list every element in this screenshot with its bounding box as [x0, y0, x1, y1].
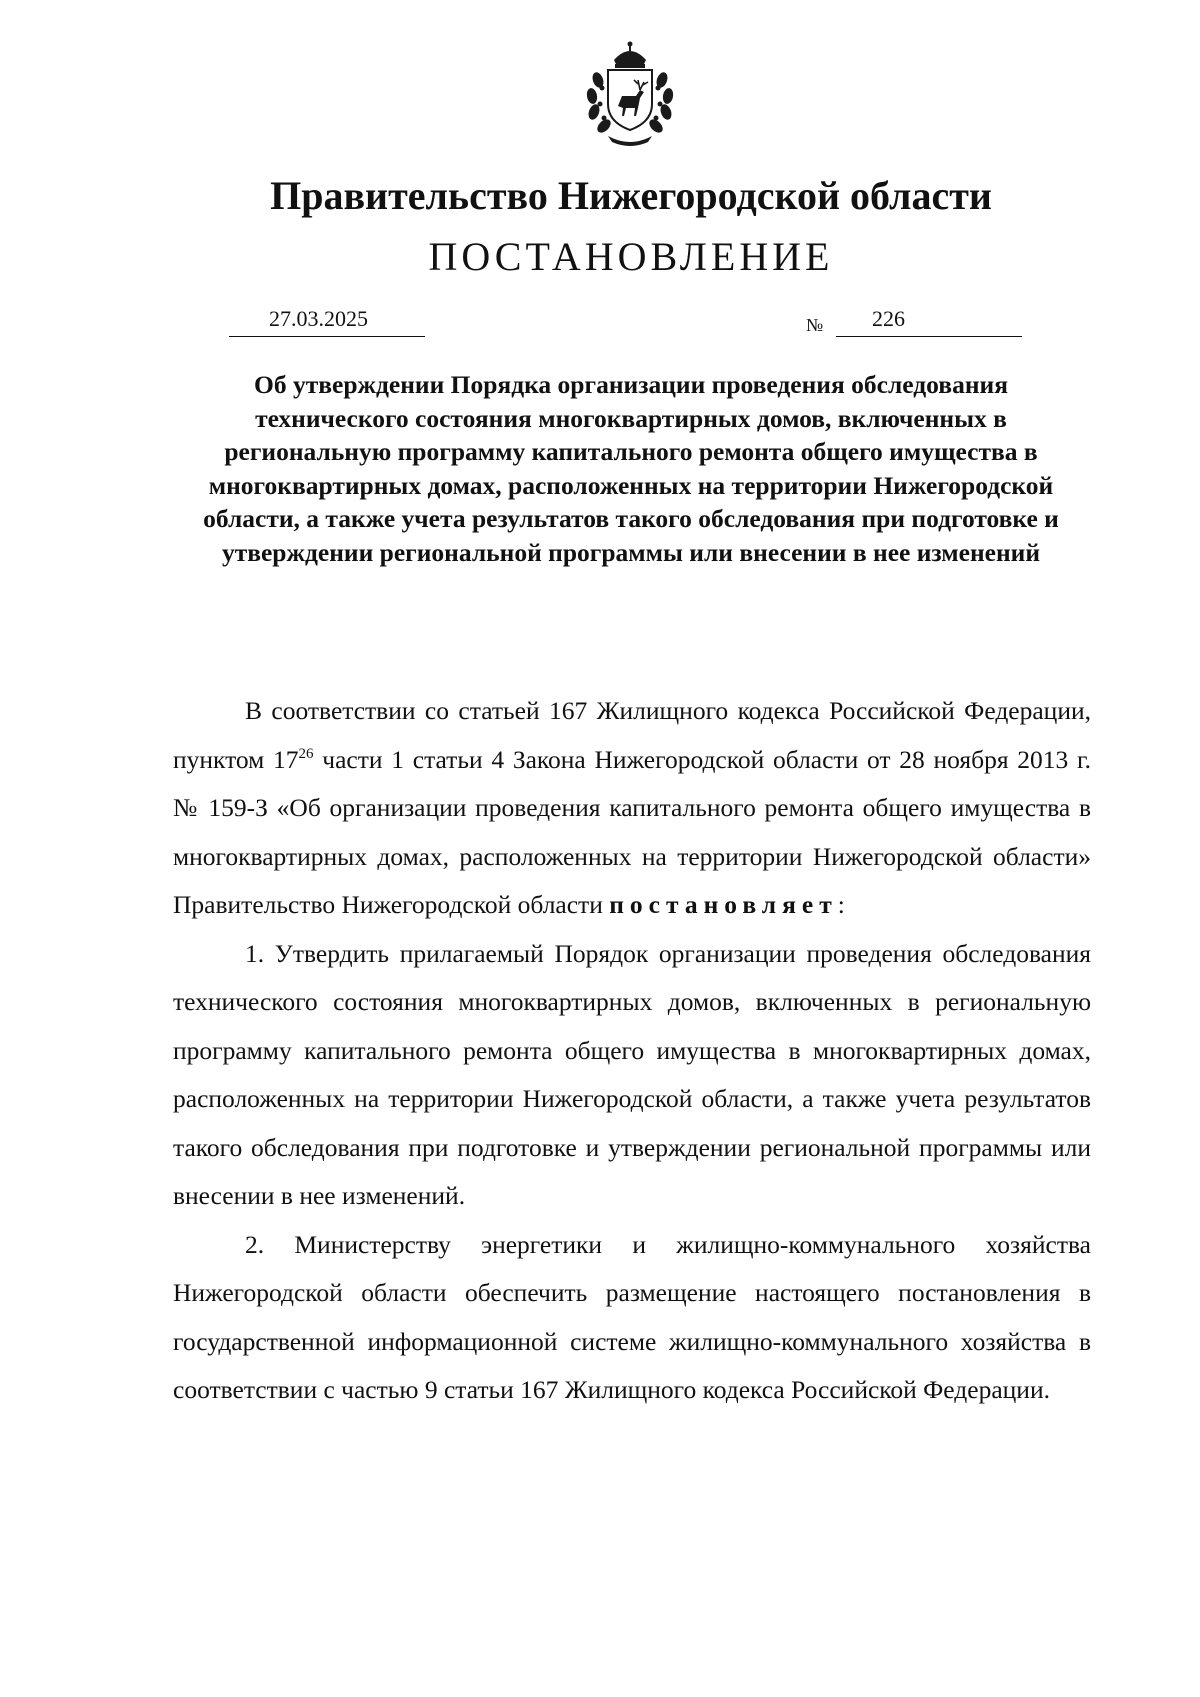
- document-date: 27.03.2025: [269, 306, 368, 331]
- preamble-superscript: 26: [298, 745, 314, 762]
- document-subject: Об утверждении Порядка организации проведения обследования технического состояния многоквартирных домов, включенных в региональную программу капитального ремонта общего имущества в многоквартирных домах, расположенных на территории Нижегородской области, а также учета результатов такого обследования при подготовке и утверждении региональной программы или внесении в нее изменений: [203, 370, 1059, 567]
- date-field: [229, 306, 425, 337]
- document-type: ПОСТАНОВЛЕНИЕ: [428, 234, 834, 279]
- preamble-text-2: части 1 статьи 4 Закона Нижегородской области от 28 ноября 2013 г. № 159-З «Об организации проведения капитального ремонта общего имущества в многоквартирных домах, расположенных на территории Нижегородской области» Правительство Нижегородской области: [173, 744, 1091, 919]
- number-label: №: [806, 315, 824, 335]
- coat-of-arms-icon: [578, 40, 682, 150]
- preamble-end: :: [837, 890, 845, 919]
- document-number: 226: [872, 306, 905, 331]
- government-title: Правительство Нижегородской области: [270, 173, 992, 218]
- document-body: [173, 687, 1091, 1415]
- item-1-paragraph: 1. Утвердить прилагаемый Порядок организации проведения обследования технического состояния многоквартирных домов, включенных в региональную программу капитального ремонта общего имущества в многоквартирных домах, расположенных на территории Нижегородской области, а также учета результатов такого обследования при подготовке и утверждении региональной программы или внесении в нее изменений.: [173, 938, 1091, 1210]
- resolves-word: постановляет: [609, 890, 838, 919]
- item-2-paragraph: 2. Министерству энергетики и жилищно-коммунального хозяйства Нижегородской области обеспечить размещение настоящего постановления в государственной информационной системе жилищно-коммунального хозяйства в соответствии с частью 9 статьи 167 Жилищного кодекса Российской Федерации.: [173, 1229, 1091, 1404]
- preamble-text-1: В соответствии со статьей 167 Жилищного кодекса Российской Федерации, пунктом 17: [173, 696, 1091, 774]
- number-field: [836, 306, 1022, 337]
- preamble-paragraph: [173, 687, 1091, 930]
